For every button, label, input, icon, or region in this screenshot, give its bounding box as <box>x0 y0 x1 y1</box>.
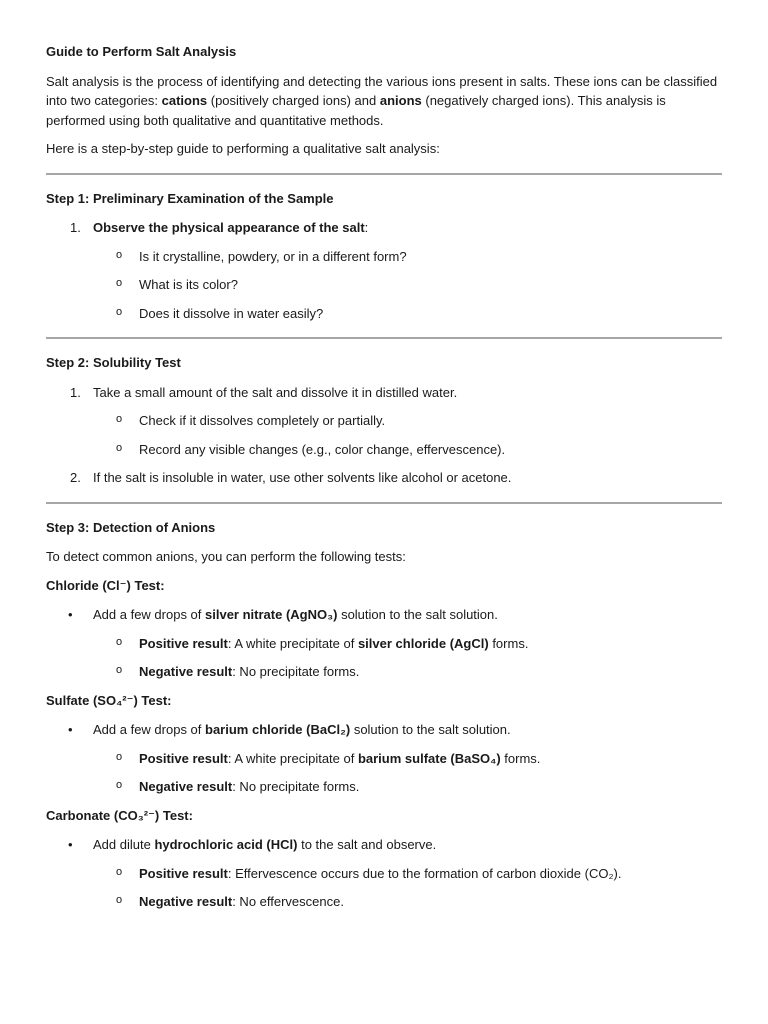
carbonate-bullet-item <box>46 835 722 855</box>
sub-item-text: Record any visible changes (e.g., color change, effervescence). <box>139 441 506 457</box>
step2-heading: Step 2: Solubility Test <box>46 355 181 370</box>
result-label: Negative result <box>139 664 233 679</box>
bullet-text: to the salt and observe. <box>297 837 437 852</box>
intro-text: Salt analysis is the process of identifying and detecting the various ions present in salts. These ions can be classified into two categories: <box>46 73 718 108</box>
intro-bold-anions: anions <box>379 93 422 108</box>
result-text: : No precipitate forms. <box>232 664 360 679</box>
bullet-text: Add a few drops of <box>93 722 206 737</box>
sub-item-text: Does it dissolve in water easily? <box>139 305 324 321</box>
step2-item-text: If the salt is insoluble in water, use other solvents like alcohol or acetone. <box>93 470 512 485</box>
step3-heading: Step 3: Detection of Anions <box>46 519 216 535</box>
step1-sub-item <box>46 304 722 324</box>
intro-paragraph <box>46 72 722 131</box>
result-text: : No effervescence. <box>232 894 344 909</box>
chloride-negative-result <box>46 662 722 682</box>
bullet-icon: • <box>68 837 73 852</box>
circle-bullet-icon: o <box>116 664 123 676</box>
result-label: Positive result <box>139 865 228 881</box>
bullet-text: Add a few drops of <box>93 607 206 622</box>
circle-bullet-icon: o <box>116 635 123 648</box>
step1-item-bold: Observe the physical appearance of the salt <box>93 220 365 235</box>
document-title: Guide to Perform Salt Analysis <box>46 44 237 59</box>
bullet-text: Add dilute <box>93 837 155 852</box>
circle-bullet-icon: o <box>116 779 123 791</box>
carbonate-test-heading: Carbonate (CO₃²⁻) Test: <box>46 807 193 823</box>
section-divider <box>46 337 722 339</box>
intro-bold-cations: cations <box>161 93 208 108</box>
reagent-name: hydrochloric acid (HCl) <box>154 837 298 852</box>
list-number: 2. <box>70 470 81 485</box>
result-text: forms. <box>488 635 529 651</box>
bullet-text: solution to the salt solution. <box>350 722 511 737</box>
circle-bullet-icon: o <box>116 277 123 289</box>
step2-list-item <box>46 468 722 488</box>
circle-bullet-icon: o <box>116 441 123 454</box>
intro-text: (positively charged ions) and <box>207 93 380 108</box>
result-text: forms. <box>500 750 541 766</box>
result-text: : A white precipitate of <box>227 635 358 651</box>
reagent-name: barium chloride (BaCl₂) <box>205 722 351 737</box>
result-text: : A white precipitate of <box>227 750 358 766</box>
document-content <box>46 42 722 921</box>
bullet-icon: • <box>68 722 73 737</box>
step1-sub-item <box>46 247 722 267</box>
circle-bullet-icon: o <box>116 248 123 261</box>
intro-guide-line: Here is a step-by-step guide to performing a qualitative salt analysis: <box>46 141 440 156</box>
sulfate-positive-result <box>46 749 722 769</box>
result-label: Positive result <box>139 750 228 766</box>
chloride-positive-result <box>46 634 722 654</box>
circle-bullet-icon: o <box>116 865 123 878</box>
reagent-name: silver nitrate (AgNO₃) <box>205 607 338 622</box>
section-divider <box>46 502 722 504</box>
sub-item-text: Check if it dissolves completely or partially. <box>139 413 386 428</box>
circle-bullet-icon: o <box>116 750 123 763</box>
sulfate-test-heading: Sulfate (SO₄²⁻) Test: <box>46 692 172 708</box>
sulfate-negative-result <box>46 777 722 797</box>
bullet-text: solution to the salt solution. <box>337 607 498 622</box>
step1-sub-item <box>46 275 722 295</box>
carbonate-positive-result <box>46 864 722 884</box>
chloride-bullet-item <box>46 605 722 625</box>
step2-item-text: Take a small amount of the salt and dissolve it in distilled water. <box>93 384 458 400</box>
intro-text: (negatively charged ions). This analysis is performed using both qualitative and quantitative methods. <box>46 93 666 128</box>
step1-item-text: : <box>364 220 369 235</box>
list-number: 1. <box>70 220 81 235</box>
sub-item-text: What is its color? <box>139 277 238 292</box>
section-divider <box>46 173 722 175</box>
result-label: Positive result <box>139 635 228 651</box>
step3-intro: To detect common anions, you can perform the following tests: <box>46 549 406 564</box>
result-label: Negative result <box>139 894 233 909</box>
bullet-icon: • <box>68 607 73 622</box>
step2-sub-item <box>46 411 722 431</box>
carbonate-negative-result <box>46 892 722 912</box>
circle-bullet-icon: o <box>116 413 123 425</box>
sub-item-text: Is it crystalline, powdery, or in a different form? <box>139 248 407 264</box>
result-label: Negative result <box>139 779 233 794</box>
product-name: silver chloride (AgCl) <box>357 635 489 651</box>
step1-heading: Step 1: Preliminary Examination of the Sample <box>46 190 334 206</box>
circle-bullet-icon: o <box>116 305 123 318</box>
result-text: : No precipitate forms. <box>232 779 360 794</box>
step2-sub-item <box>46 440 722 460</box>
step2-list-item <box>46 383 722 403</box>
sulfate-bullet-item <box>46 720 722 740</box>
product-name: barium sulfate (BaSO₄) <box>357 750 501 766</box>
step1-list-item <box>46 218 722 238</box>
chloride-test-heading: Chloride (Cl⁻) Test: <box>46 577 165 593</box>
result-text: : Effervescence occurs due to the formation of carbon dioxide (CO₂). <box>227 865 622 881</box>
list-number: 1. <box>70 384 81 400</box>
circle-bullet-icon: o <box>116 894 123 906</box>
